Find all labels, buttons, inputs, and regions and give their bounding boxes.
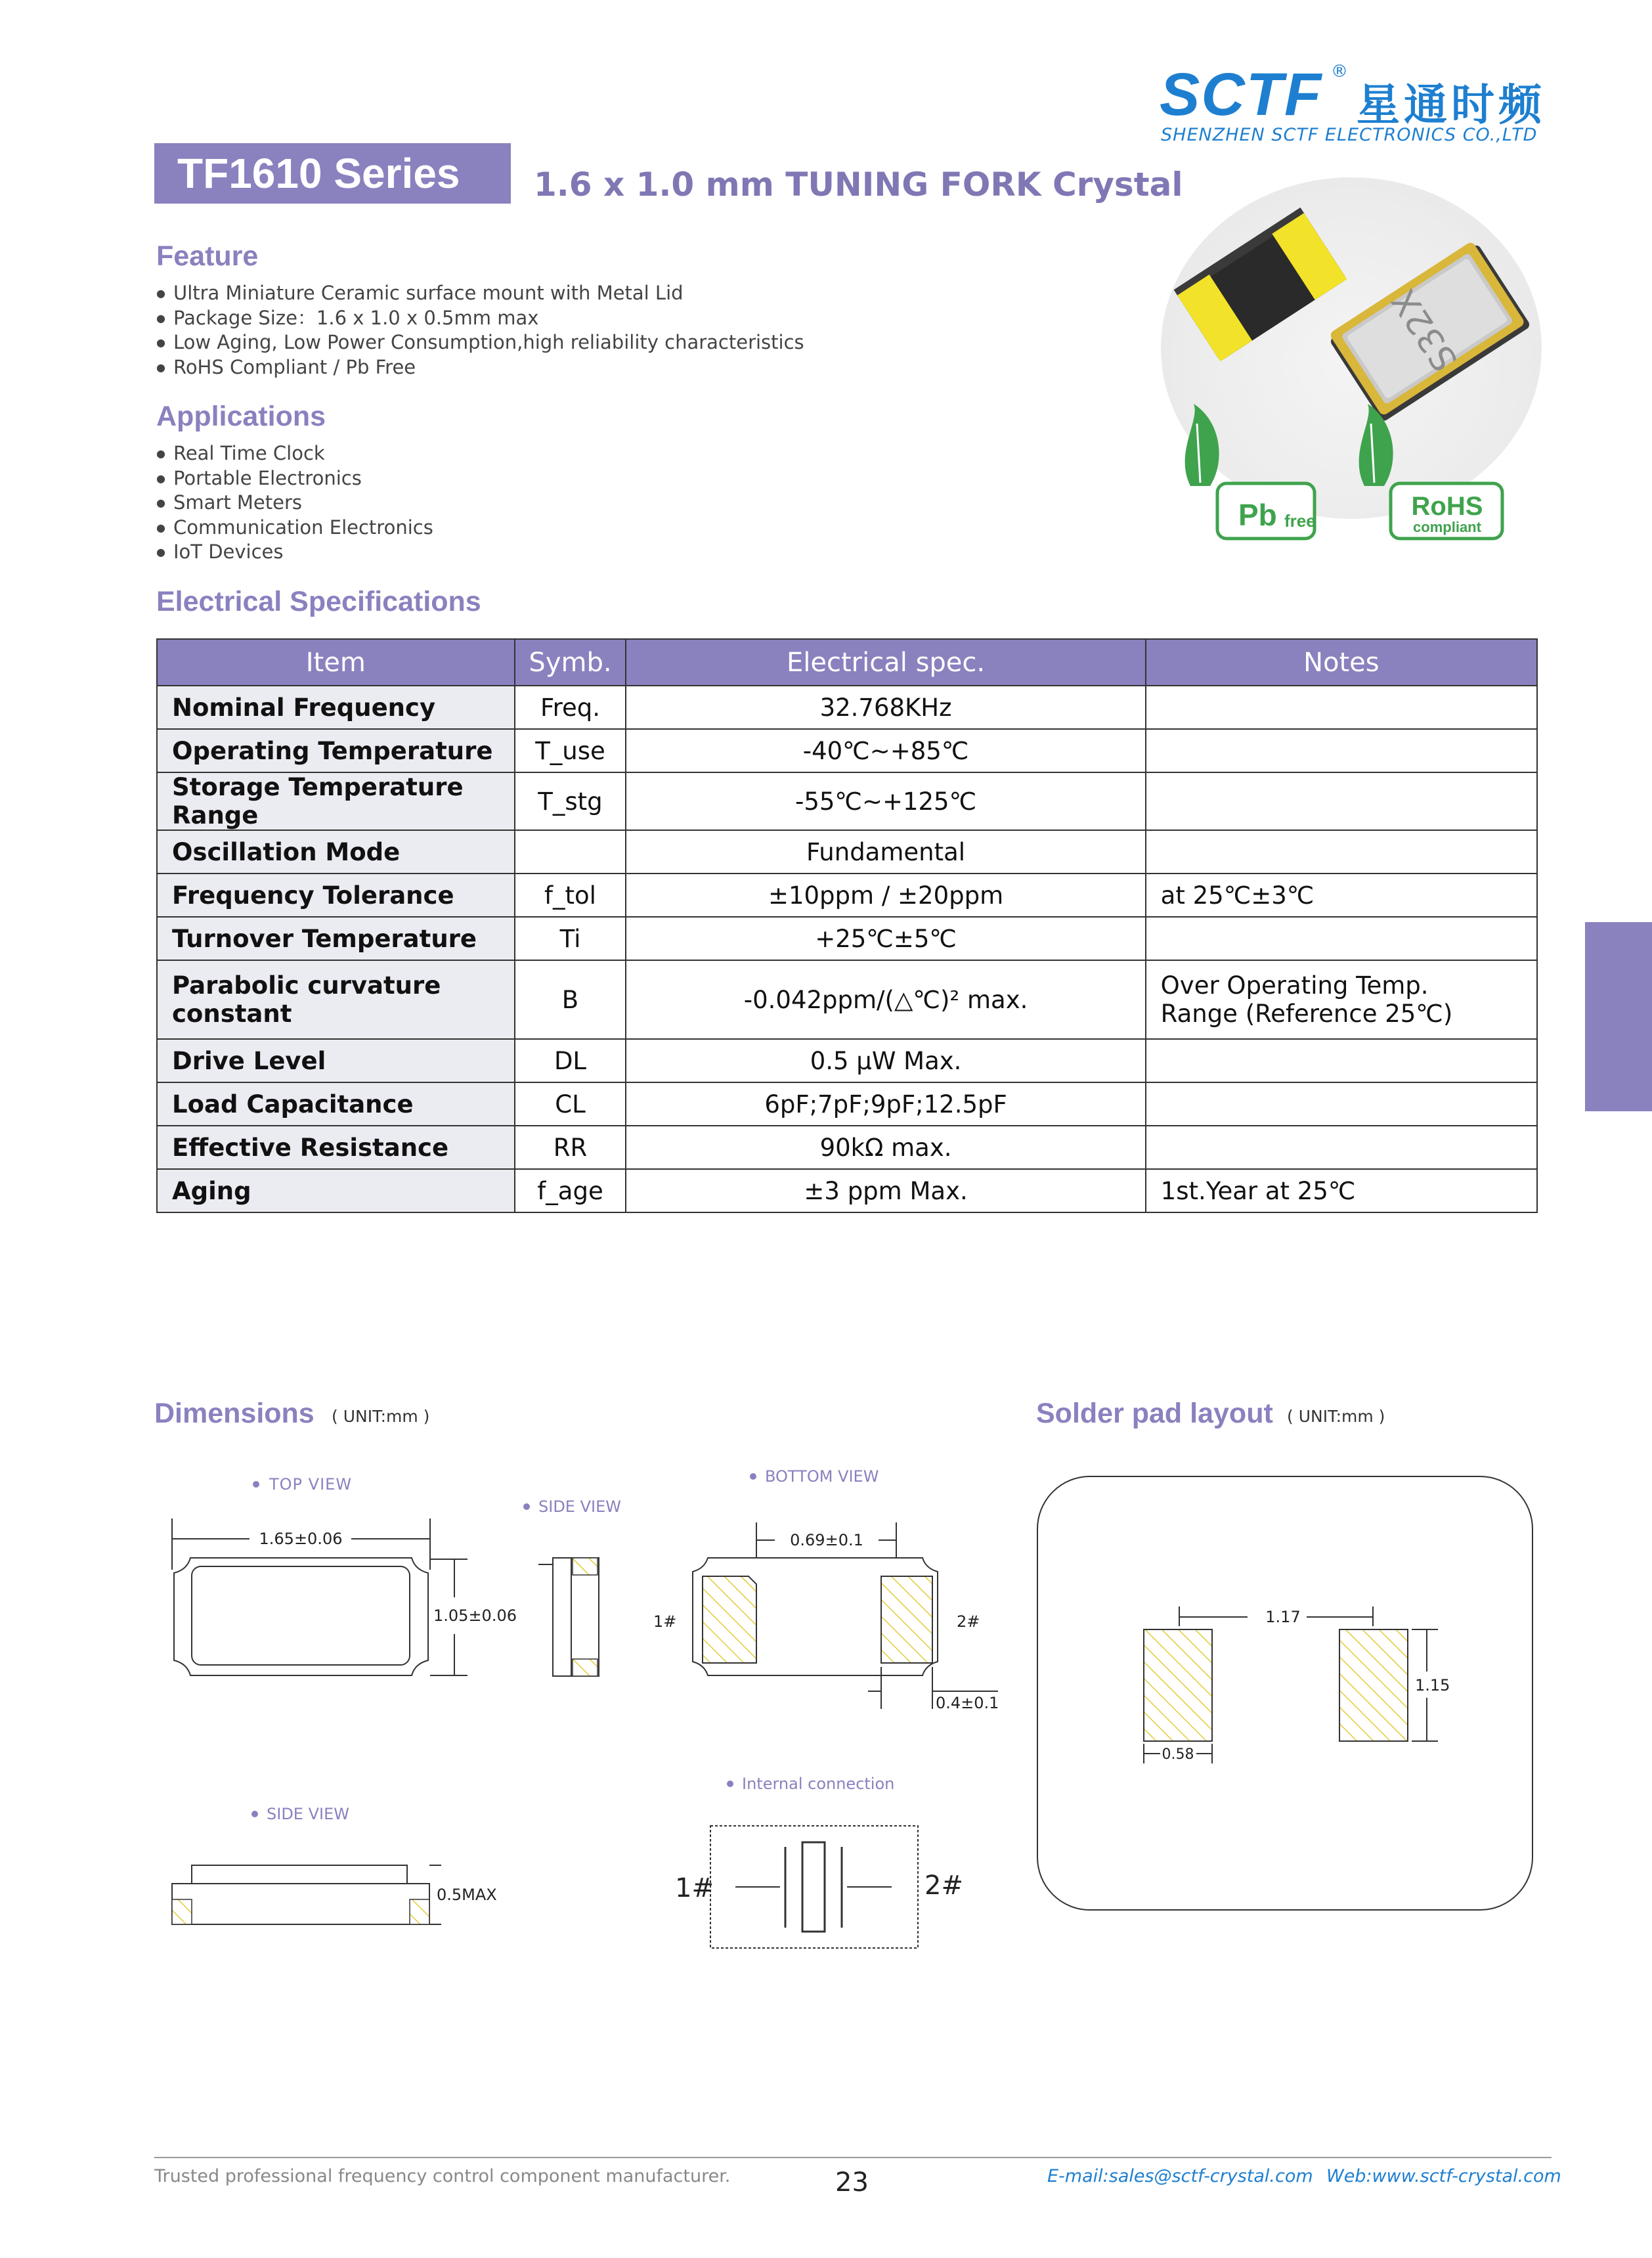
notes-cell [1146, 772, 1537, 830]
company-name: SHENZHEN SCTF ELECTRONICS CO.,LTD [1161, 125, 1538, 145]
pad-height-dimension: 1.15 [1415, 1676, 1450, 1694]
solder-pad-drawing [1037, 1476, 1532, 1910]
dimensions-unit: ( UNIT:mm ) [332, 1407, 430, 1426]
crystal-top-side [1326, 239, 1531, 423]
brand-logo: SCTF [1160, 61, 1323, 128]
pin2-large-label: 2# [924, 1871, 963, 1901]
pad-width-dimension: 0.4±0.1 [936, 1694, 999, 1712]
table-row [157, 830, 1537, 874]
pad-pitch-dimension: 0.69±0.1 [790, 1531, 863, 1549]
pin1-large-label: 1# [675, 1873, 714, 1903]
pb-badge-text: Pb [1238, 498, 1277, 532]
page-number: 23 [835, 2167, 869, 2198]
rohs-badge-subtext: compliant [1413, 519, 1481, 535]
symbol-cell: T_stg [515, 772, 626, 830]
symbol-cell [515, 830, 626, 874]
symbol-cell: T_use [515, 729, 626, 772]
footer-email-link[interactable]: E-mail:sales@sctf-crystal.com [1047, 2166, 1313, 2186]
top-view-label: TOP VIEW [269, 1475, 353, 1494]
spec-cell: 32.768KHz [626, 686, 1145, 729]
spec-cell: 90kΩ max. [626, 1126, 1145, 1169]
notes-line: Range (Reference 25℃) [1160, 1000, 1453, 1028]
side-view-long-drawing [172, 1805, 497, 1924]
item-cell [157, 960, 515, 1039]
column-header: Electrical spec. [626, 639, 1145, 686]
side-view-label: SIDE VIEW [267, 1805, 349, 1823]
feature-list [156, 281, 804, 380]
notes-cell: 1st.Year at 25℃ [1146, 1169, 1537, 1212]
item-cell: Turnover Temperature [157, 917, 515, 960]
rohs-badge [1359, 404, 1502, 539]
item-cell: Drive Level [157, 1039, 515, 1082]
item-cell: Storage Temperature Range [157, 772, 515, 830]
column-header: Notes [1146, 639, 1537, 686]
symbol-cell: f_tol [515, 874, 626, 917]
top-view-drawing [172, 1475, 517, 1675]
spec-cell: ±10ppm / ±20ppm [626, 874, 1145, 917]
pb-badge-subtext: free [1284, 511, 1316, 531]
list-item: ● Ultra Miniature Ceramic surface mount with Metal Lid [156, 281, 804, 306]
feature-heading: Feature [156, 240, 259, 272]
symbol-cell: B [515, 960, 626, 1039]
pin1-label: 1# [653, 1612, 677, 1631]
column-header: Symb. [515, 639, 626, 686]
symbol-cell: Freq. [515, 686, 626, 729]
solder-unit: ( UNIT:mm ) [1287, 1407, 1385, 1426]
notes-cell [1146, 960, 1537, 1039]
electrical-heading: Electrical Specifications [156, 586, 481, 617]
side-view-label: SIDE VIEW [538, 1497, 621, 1516]
crystal-bottom-side [1174, 208, 1347, 361]
list-item: ● Smart Meters [156, 491, 433, 516]
symbol-cell: DL [515, 1039, 626, 1082]
item-cell: Oscillation Mode [157, 830, 515, 874]
notes-cell [1146, 729, 1537, 772]
item-cell: Aging [157, 1169, 515, 1212]
table-row [157, 960, 1537, 1039]
footer-divider [154, 2157, 1552, 2158]
list-item: ● Low Aging, Low Power Consumption,high reliability characteristics [156, 330, 804, 355]
item-cell: Nominal Frequency [157, 686, 515, 729]
spec-cell: 0.5 μW Max. [626, 1039, 1145, 1082]
pb-free-badge [1185, 404, 1316, 539]
spec-cell: ±3 ppm Max. [626, 1169, 1145, 1212]
series-title: TF1610 Series [154, 143, 511, 204]
width-dimension: 1.05±0.06 [433, 1606, 517, 1625]
product-photo [1161, 177, 1548, 571]
notes-cell [1146, 917, 1537, 960]
item-cell: Operating Temperature [157, 729, 515, 772]
side-tab-marker [1585, 922, 1652, 1111]
table-row [157, 917, 1537, 960]
symbol-cell: Ti [515, 917, 626, 960]
list-item: ● Communication Electronics [156, 516, 433, 541]
table-row [157, 1169, 1537, 1212]
list-item: ● IoT Devices [156, 540, 433, 565]
dimension-drawings [0, 1432, 1652, 1957]
symbol-cell: f_age [515, 1169, 626, 1212]
pad-width-dimension: 0.58 [1162, 1746, 1194, 1763]
spec-table [156, 638, 1538, 1213]
list-item: ● Real Time Clock [156, 441, 433, 466]
registered-mark: ® [1331, 62, 1348, 81]
internal-connection-label: Internal connection [742, 1775, 895, 1793]
side-view-narrow-drawing [523, 1497, 621, 1676]
spec-cell: Fundamental [626, 830, 1145, 874]
pad-span-dimension: 1.17 [1265, 1608, 1301, 1626]
table-row [157, 772, 1537, 830]
pin2-label: 2# [957, 1612, 980, 1631]
solder-heading: Solder pad layout [1036, 1398, 1273, 1429]
column-header: Item [157, 639, 515, 686]
spec-cell: +25℃±5℃ [626, 917, 1145, 960]
spec-cell: -55℃~+125℃ [626, 772, 1145, 830]
notes-cell [1146, 1039, 1537, 1082]
product-subtitle: 1.6 x 1.0 mm TUNING FORK Crystal [534, 166, 1183, 204]
list-item: ● Package Size：1.6 x 1.0 x 0.5mm max [156, 306, 804, 331]
table-row [157, 1039, 1537, 1082]
symbol-cell: RR [515, 1126, 626, 1169]
notes-cell [1146, 1126, 1537, 1169]
table-row [157, 874, 1537, 917]
spec-cell: -40℃~+85℃ [626, 729, 1145, 772]
list-item: ● RoHS Compliant / Pb Free [156, 355, 804, 380]
table-row [157, 1126, 1537, 1169]
footer-web-link[interactable]: Web:www.sctf-crystal.com [1326, 2166, 1561, 2186]
item-line: constant [172, 1000, 292, 1028]
length-dimension: 1.65±0.06 [259, 1530, 343, 1548]
symbol-cell: CL [515, 1082, 626, 1126]
product-marking: S32X [1384, 282, 1466, 378]
list-item: ● Portable Electronics [156, 466, 433, 491]
dimensions-heading: Dimensions [154, 1398, 315, 1429]
rohs-badge-text: RoHS [1411, 492, 1483, 521]
height-dimension: 0.5MAX [437, 1886, 497, 1904]
applications-list [156, 441, 433, 565]
notes-cell [1146, 686, 1537, 729]
notes-cell: at 25℃±3℃ [1146, 874, 1537, 917]
notes-cell [1146, 830, 1537, 874]
item-cell: Effective Resistance [157, 1126, 515, 1169]
footer-tagline: Trusted professional frequency control component manufacturer. [154, 2166, 731, 2186]
brand-logo-chinese: 星通时频 [1357, 79, 1546, 130]
internal-connection-drawing [675, 1775, 963, 1948]
item-cell: Frequency Tolerance [157, 874, 515, 917]
table-row [157, 1082, 1537, 1126]
spec-cell: -0.042ppm/(△℃)² max. [626, 960, 1145, 1039]
spec-cell: 6pF;7pF;9pF;12.5pF [626, 1082, 1145, 1126]
table-header-row [157, 639, 1537, 686]
table-row [157, 686, 1537, 729]
bottom-view-drawing [653, 1467, 999, 1712]
table-row [157, 729, 1537, 772]
notes-cell [1146, 1082, 1537, 1126]
bottom-view-label: BOTTOM VIEW [765, 1467, 879, 1486]
item-line: Parabolic curvature [172, 971, 441, 1000]
applications-heading: Applications [156, 401, 326, 432]
item-cell: Load Capacitance [157, 1082, 515, 1126]
notes-line: Over Operating Temp. [1160, 971, 1429, 1000]
